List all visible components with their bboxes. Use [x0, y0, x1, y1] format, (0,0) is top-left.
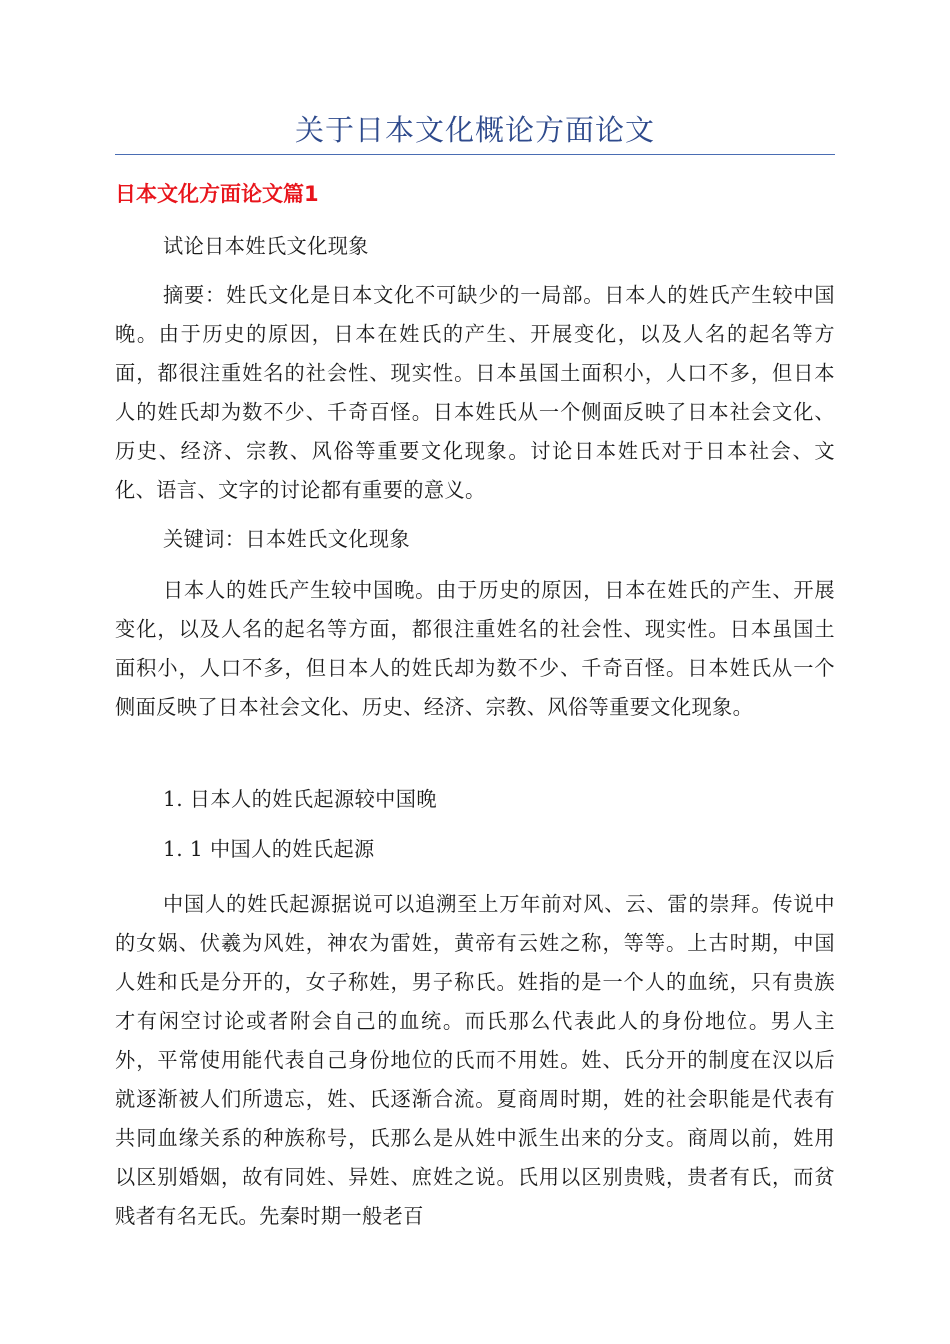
body-paragraph: 中国人的姓氏起源据说可以追溯至上万年前对风、云、雷的崇拜。传说中的女娲、伏羲为风姓，神农为雷姓，黄帝有云姓之称，等等。上古时期，中国人姓和氏是分开的，女子称姓，男子称氏。姓指的是一个人的血统，只有贵族才有闲空讨论或者附会自己的血统。而氏那么代表此人的身份地位。男人主外，平常使用能代表自己身份地位的氏而不用姓。姓、氏分开的制度在汉以后就逐渐被人们所遗忘，姓、氏逐渐合流。夏商周时期，姓的社会职能是代表有共同血缘关系的种族称号，氏那么是从姓中派生出来的分支。商周以前，姓用以区别婚姻，故有同姓、异姓、庶姓之说。氏用以区别贵贱，贵者有氏，而贫贱者有名无氏。先秦时期一般老百	[115, 892, 835, 1228]
section-heading: 日本文化方面论文篇1	[115, 182, 319, 206]
abstract-paragraph: 摘要：姓氏文化是日本文化不可缺少的一局部。日本人的姓氏产生较中国晚。由于历史的原因，日本在姓氏的产生、开展变化，以及人名的起名等方面，都很注重姓名的社会性、现实性。日本虽国土面积小，人口不多，但日本人的姓氏却为数不少、千奇百怪。日本姓氏从一个侧面反映了日本社会文化、历史、经济、宗教、风俗等重要文化现象。讨论日本姓氏对于日本社会、文化、语言、文字的讨论都有重要的意义。	[115, 283, 835, 502]
intro-paragraph: 日本人的姓氏产生较中国晚。由于历史的原因，日本在姓氏的产生、开展变化，以及人名的起名等方面，都很注重姓名的社会性、现实性。日本虽国土面积小，人口不多，但日本人的姓氏却为数不少、千奇百怪。日本姓氏从一个侧面反映了日本社会文化、历史、经济、宗教、风俗等重要文化现象。	[115, 578, 835, 719]
paper-subtitle: 试论日本姓氏文化现象	[163, 234, 369, 258]
section-1-heading: 1. 日本人的姓氏起源较中国晚	[163, 787, 437, 811]
keywords-paragraph: 关键词：日本姓氏文化现象	[163, 527, 411, 551]
title-underline	[115, 154, 835, 155]
document-title: 关于日本文化概论方面论文	[294, 113, 655, 147]
section-1-1-heading: 1. 1 中国人的姓氏起源	[163, 837, 375, 861]
